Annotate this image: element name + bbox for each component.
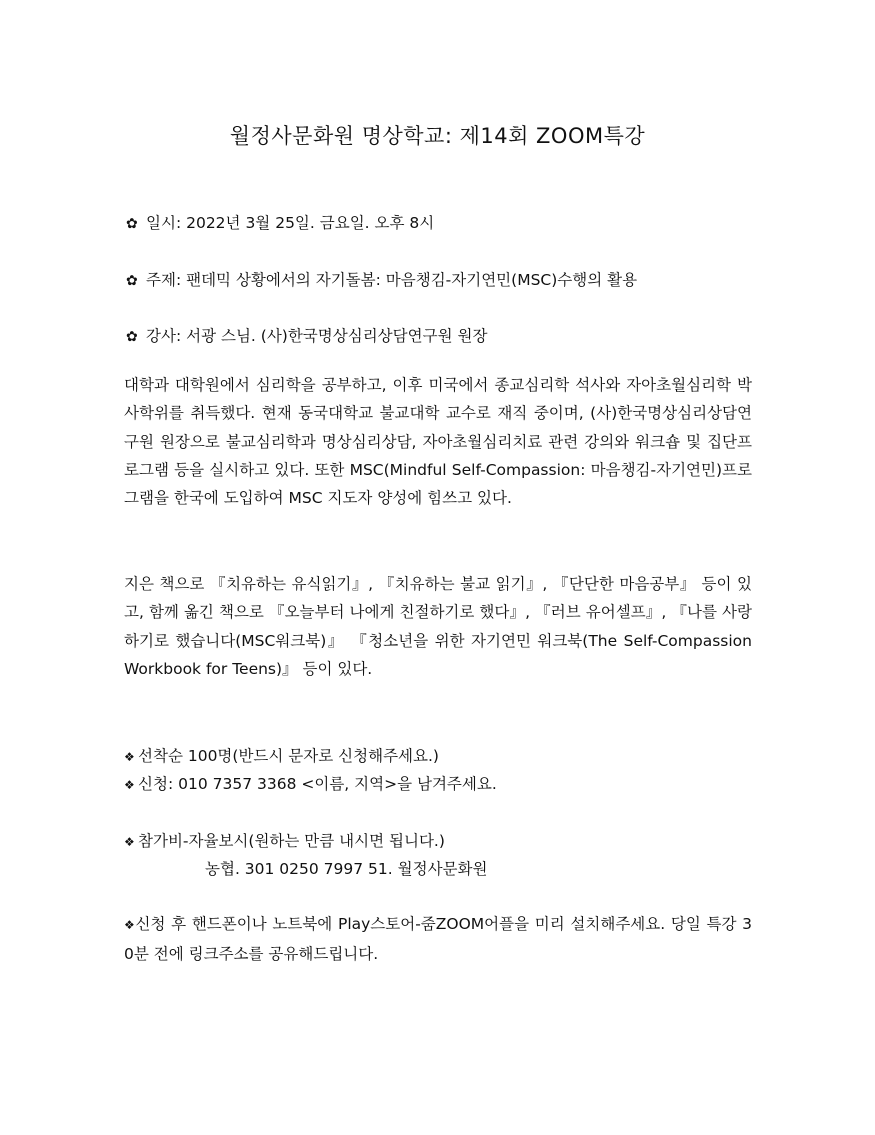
speaker-bio-paragraph: 대학과 대학원에서 심리학을 공부하고, 이후 미국에서 종교심리학 석사와 자아초월심리학 박사학위를 취득했다. 현재 동국대학교 불교대학 교수로 재직 중이며, (사)한국명상심리상담연구원 원장으로 불교심리학과 명상심리상담, 자아초월심리치료 관련 강의와 워크숍 및 집단프로그램 등을 실시하고 있다. 또한 MSC(Mindful Self-Compassion: 마음챙김-자기연민)프로그램을 한국에 도입하여 MSC 지도자 양성에 힘쓰고 있다. [124, 376, 752, 508]
info-date-text: 일시: 2022년 3월 25일. 금요일. 오후 8시 [146, 214, 435, 232]
document-title: 월정사문화원 명상학교: 제14회 ZOOM특강 [229, 124, 646, 148]
diamond-bullet-icon: ❖ [124, 750, 135, 764]
note-fee-text: 참가비-자율보시(원하는 만큼 내시면 됩니다.) [138, 832, 445, 850]
note-first-come [124, 744, 439, 766]
flower-bullet-icon: ✿ [126, 216, 138, 232]
diamond-bullet-icon: ❖ [124, 835, 135, 849]
diamond-bullet-icon: ❖ [124, 778, 135, 792]
diamond-bullet-icon: ❖ [124, 918, 136, 932]
info-topic [126, 268, 637, 290]
info-speaker [126, 324, 487, 346]
books-paragraph: 지은 책으로 『치유하는 유식읽기』, 『치유하는 불교 읽기』, 『단단한 마음공부』 등이 있고, 함께 옮긴 책으로 『오늘부터 나에게 친절하기로 했다』, 『러브 유어셀프』, 『나를 사랑하기로 했습니다(MSC워크북)』 『청소년을 위한 자기연민 워크북(The Self-Compassion Workbook for Teens)』 등이 있다. [124, 575, 752, 678]
note-bank-account: 농협. 301 0250 7997 51. 월정사문화원 [205, 860, 488, 878]
note-install-text: 신청 후 핸드폰이나 노트북에 Play스토어-줌ZOOM어플을 미리 설치해주세요. 당일 특강 30분 전에 링크주소를 공유해드립니다. [124, 915, 752, 963]
note-fee [124, 829, 445, 851]
info-speaker-text: 강사: 서광 스님. (사)한국명상심리상담연구원 원장 [146, 327, 488, 345]
info-topic-text: 주제: 팬데믹 상황에서의 자기돌봄: 마음챙김-자기연민(MSC)수행의 활용 [146, 271, 638, 289]
flower-bullet-icon: ✿ [126, 329, 138, 345]
note-apply-text: 신청: 010 7357 3368 <이름, 지역>을 남겨주세요. [138, 775, 497, 793]
note-install [124, 910, 752, 969]
flower-bullet-icon: ✿ [126, 273, 138, 289]
info-date [126, 211, 434, 233]
note-first-come-text: 선착순 100명(반드시 문자로 신청해주세요.) [138, 747, 439, 765]
note-apply [124, 772, 497, 794]
